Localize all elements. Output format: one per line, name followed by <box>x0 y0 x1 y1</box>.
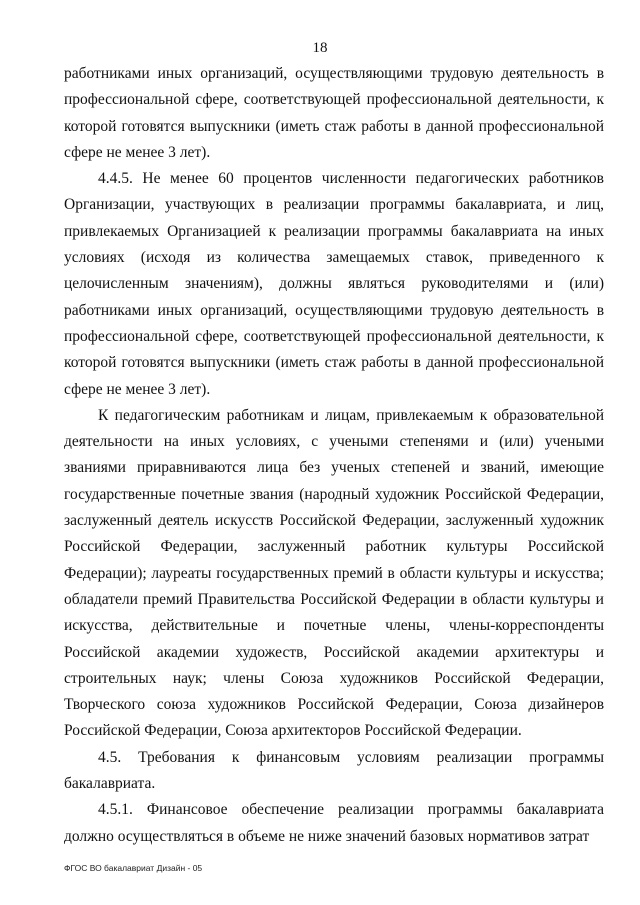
text-line: художников Российской Федерации, Творческого союза художников Российской <box>64 669 605 714</box>
page-footer: ФГОС ВО бакалавриат Дизайн - 05 <box>64 863 203 873</box>
text-line: почетные звания (народный художник Российской Федерации, заслуженный <box>64 485 604 530</box>
text-line: осуществляться в объеме не ниже значений базовых нормативов затрат <box>117 827 590 845</box>
text-line: действительные и почетные члены, члены-корреспонденты Российской академии <box>64 617 605 661</box>
document-body <box>64 61 604 850</box>
text-line: деятельности на иных условиях, с учеными степенями и (или) учеными званиями <box>64 433 604 477</box>
text-line: Федерации, Союза дизайнеров Российской Федерации, Союза архитекторов <box>64 696 605 740</box>
text-line: к которой готовятся выпускники (иметь стаж работы в данной профессиональной <box>64 91 605 135</box>
text-line: бакалавриата. <box>64 775 156 793</box>
text-line: 4.5.1. Финансовое обеспечение реализации программы бакалавриата должно <box>64 801 604 845</box>
text-line: работниками иных организаций, осуществляющими трудовую деятельность <box>64 301 589 319</box>
text-line: сфере не менее 3 лет). <box>64 143 211 161</box>
text-line: К педагогическим работникам и лицам, привлекаемым к образовательной <box>98 406 604 424</box>
text-line: художеств, Российской академии архитектуры и строительных наук; члены Союза <box>64 643 605 687</box>
text-line: условиях (исходя из количества замещаемых ставок, приведенного <box>64 249 581 267</box>
text-line: Федерации, заслуженный работник культуры Российской Федерации); лауреаты <box>64 538 605 582</box>
text-line: в профессиональной сфере, соответствующей профессиональной деятельности, <box>64 301 605 345</box>
paragraph <box>64 745 604 798</box>
paragraph <box>64 403 604 745</box>
text-line: 4.5. Требования к финансовым условиям реализации программы <box>98 748 604 766</box>
text-line: привлекаемых Организацией к реализации программы бакалавриата на иных <box>64 222 604 240</box>
text-line: работниками иных организаций, осуществляющими трудовую деятельность <box>64 65 589 82</box>
text-line: Российской Федерации. <box>364 722 522 740</box>
text-line: приравниваются лица без ученых степеней и званий, имеющие государственные <box>64 459 605 503</box>
text-line: к целочисленным значениям), должны являться руководителями и (или) <box>64 249 604 293</box>
text-line: в профессиональной сфере, соответствующей профессиональной деятельности, <box>64 65 605 109</box>
paragraph <box>64 797 604 850</box>
text-line: Организации, участвующих в реализации программы бакалавриата, и лиц, <box>64 196 604 214</box>
text-line: к которой готовятся выпускники (иметь стаж работы в данной профессиональной <box>64 327 605 372</box>
paragraph <box>64 166 604 403</box>
text-line: деятель искусств Российской Федерации, заслуженный художник Российской <box>64 512 605 556</box>
text-line: государственных премий в области культуры и искусства; обладатели премий <box>64 564 605 608</box>
text-line: Правительства Российской Федерации в области культуры и искусства, <box>64 590 604 635</box>
page-number: 18 <box>312 40 328 56</box>
text-line: сфере не менее 3 лет). <box>64 380 211 398</box>
paragraph <box>64 61 604 166</box>
text-line: 4.4.5. Не менее 60 процентов численности педагогических работников <box>98 170 604 188</box>
